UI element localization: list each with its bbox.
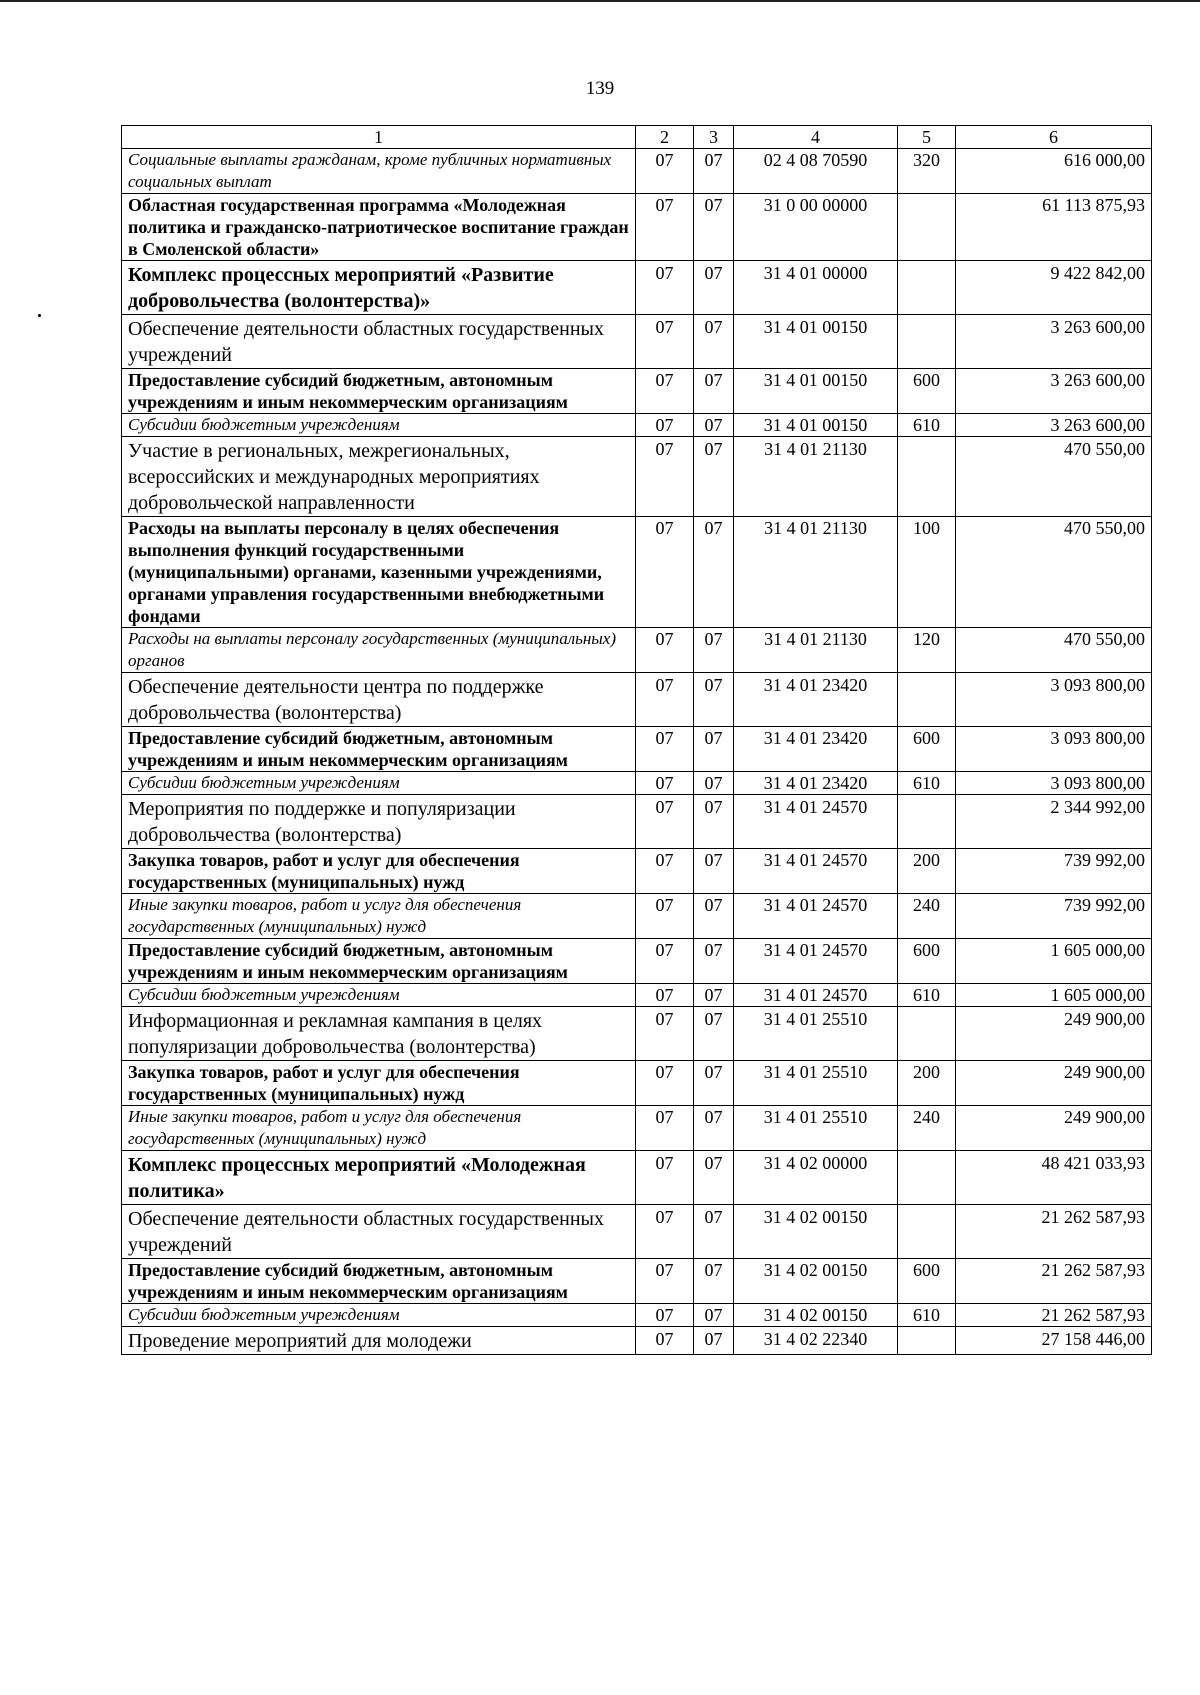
row-target-article: 31 4 02 00150	[734, 1304, 898, 1327]
row-name: Иные закупки товаров, работ и услуг для обеспечения государственных (муниципальных) нужд	[122, 894, 636, 939]
row-amount: 3 263 600,00	[956, 369, 1152, 414]
row-section: 07	[636, 194, 694, 261]
header-col-3: 3	[694, 126, 734, 149]
row-name: Предоставление субсидий бюджетным, автономным учреждениям и иным некоммерческим организациям	[122, 939, 636, 984]
row-amount: 249 900,00	[956, 1061, 1152, 1106]
row-expense-type	[898, 1151, 956, 1205]
row-name: Расходы на выплаты персоналу в целях обеспечения выполнения функций государственными (муниципальными) органами, казенными учреждениями, органами управления государственными внебюджетными фондами	[122, 517, 636, 628]
row-subsection: 07	[694, 673, 734, 727]
row-amount: 21 262 587,93	[956, 1259, 1152, 1304]
row-target-article: 31 4 02 00000	[734, 1151, 898, 1205]
row-amount: 470 550,00	[956, 437, 1152, 517]
row-target-article: 31 4 01 00000	[734, 261, 898, 315]
row-section: 07	[636, 1151, 694, 1205]
row-subsection: 07	[694, 369, 734, 414]
row-subsection: 07	[694, 1061, 734, 1106]
row-amount: 470 550,00	[956, 517, 1152, 628]
row-name: Предоставление субсидий бюджетным, автономным учреждениям и иным некоммерческим организациям	[122, 1259, 636, 1304]
row-expense-type	[898, 1007, 956, 1061]
row-target-article: 31 4 02 00150	[734, 1259, 898, 1304]
row-subsection: 07	[694, 194, 734, 261]
row-target-article: 31 4 01 21130	[734, 517, 898, 628]
row-section: 07	[636, 149, 694, 194]
row-section: 07	[636, 1259, 694, 1304]
row-subsection: 07	[694, 1304, 734, 1327]
row-name: Комплекс процессных мероприятий «Молодежная политика»	[122, 1151, 636, 1205]
row-amount: 3 093 800,00	[956, 772, 1152, 795]
row-expense-type: 600	[898, 727, 956, 772]
row-expense-type: 610	[898, 984, 956, 1007]
row-name: Обеспечение деятельности центра по поддержке добровольчества (волонтерства)	[122, 673, 636, 727]
row-name: Иные закупки товаров, работ и услуг для обеспечения государственных (муниципальных) нужд	[122, 1106, 636, 1151]
row-target-article: 31 4 01 24570	[734, 849, 898, 894]
row-expense-type	[898, 261, 956, 315]
row-section: 07	[636, 727, 694, 772]
table-row	[122, 1106, 1152, 1151]
table-body	[122, 149, 1152, 1355]
row-amount: 3 263 600,00	[956, 315, 1152, 369]
table-row	[122, 727, 1152, 772]
row-target-article: 02 4 08 70590	[734, 149, 898, 194]
row-name: Социальные выплаты гражданам, кроме публичных нормативных социальных выплат	[122, 149, 636, 194]
row-expense-type	[898, 795, 956, 849]
row-name: Субсидии бюджетным учреждениям	[122, 1304, 636, 1327]
row-target-article: 31 4 01 25510	[734, 1061, 898, 1106]
row-expense-type	[898, 315, 956, 369]
row-expense-type: 610	[898, 1304, 956, 1327]
row-target-article: 31 4 02 00150	[734, 1205, 898, 1259]
row-expense-type: 200	[898, 849, 956, 894]
row-target-article: 31 4 01 25510	[734, 1007, 898, 1061]
row-subsection: 07	[694, 1205, 734, 1259]
row-target-article: 31 4 01 21130	[734, 628, 898, 673]
table-row	[122, 772, 1152, 795]
table-row	[122, 795, 1152, 849]
page-top-border	[0, 0, 1200, 2]
row-amount: 616 000,00	[956, 149, 1152, 194]
row-subsection: 07	[694, 795, 734, 849]
row-subsection: 07	[694, 628, 734, 673]
row-target-article: 31 4 01 25510	[734, 1106, 898, 1151]
row-expense-type: 610	[898, 414, 956, 437]
row-subsection: 07	[694, 315, 734, 369]
row-name: Участие в региональных, межрегиональных, всероссийских и международных мероприятиях добровольческой направленности	[122, 437, 636, 517]
row-section: 07	[636, 894, 694, 939]
table-row	[122, 315, 1152, 369]
row-subsection: 07	[694, 984, 734, 1007]
row-target-article: 31 4 01 21130	[734, 437, 898, 517]
row-section: 07	[636, 795, 694, 849]
table-row	[122, 1259, 1152, 1304]
row-amount: 2 344 992,00	[956, 795, 1152, 849]
row-name: Закупка товаров, работ и услуг для обеспечения государственных (муниципальных) нужд	[122, 849, 636, 894]
table-row	[122, 149, 1152, 194]
row-expense-type	[898, 673, 956, 727]
table-row	[122, 1007, 1152, 1061]
row-amount: 21 262 587,93	[956, 1304, 1152, 1327]
margin-dot	[38, 314, 41, 317]
header-col-4: 4	[734, 126, 898, 149]
row-name: Предоставление субсидий бюджетным, автономным учреждениям и иным некоммерческим организациям	[122, 369, 636, 414]
row-name: Субсидии бюджетным учреждениям	[122, 984, 636, 1007]
row-expense-type	[898, 437, 956, 517]
table-row	[122, 849, 1152, 894]
row-expense-type: 600	[898, 369, 956, 414]
budget-table	[121, 125, 1152, 1355]
row-section: 07	[636, 1007, 694, 1061]
row-subsection: 07	[694, 849, 734, 894]
row-amount: 470 550,00	[956, 628, 1152, 673]
row-section: 07	[636, 1327, 694, 1355]
row-section: 07	[636, 984, 694, 1007]
table-header-row	[122, 126, 1152, 149]
row-section: 07	[636, 772, 694, 795]
row-section: 07	[636, 1061, 694, 1106]
table-row	[122, 628, 1152, 673]
row-subsection: 07	[694, 437, 734, 517]
table-row	[122, 939, 1152, 984]
row-section: 07	[636, 261, 694, 315]
header-col-5: 5	[898, 126, 956, 149]
table-row	[122, 673, 1152, 727]
row-section: 07	[636, 673, 694, 727]
row-section: 07	[636, 939, 694, 984]
table-row	[122, 517, 1152, 628]
row-subsection: 07	[694, 517, 734, 628]
row-target-article: 31 4 01 24570	[734, 939, 898, 984]
table-row	[122, 261, 1152, 315]
row-amount: 3 263 600,00	[956, 414, 1152, 437]
row-section: 07	[636, 437, 694, 517]
row-amount: 3 093 800,00	[956, 727, 1152, 772]
row-expense-type: 600	[898, 939, 956, 984]
row-amount: 249 900,00	[956, 1106, 1152, 1151]
table-row	[122, 194, 1152, 261]
row-target-article: 31 4 01 24570	[734, 795, 898, 849]
row-subsection: 07	[694, 1327, 734, 1355]
table-row	[122, 369, 1152, 414]
row-subsection: 07	[694, 772, 734, 795]
row-name: Областная государственная программа «Молодежная политика и гражданско-патриотическое воспитание граждан в Смоленской области»	[122, 194, 636, 261]
row-name: Субсидии бюджетным учреждениям	[122, 772, 636, 795]
row-name: Обеспечение деятельности областных государственных учреждений	[122, 1205, 636, 1259]
row-amount: 61 113 875,93	[956, 194, 1152, 261]
row-target-article: 31 4 01 00150	[734, 369, 898, 414]
row-target-article: 31 4 01 24570	[734, 894, 898, 939]
row-expense-type	[898, 194, 956, 261]
header-col-1: 1	[122, 126, 636, 149]
header-col-6: 6	[956, 126, 1152, 149]
row-amount: 3 093 800,00	[956, 673, 1152, 727]
row-target-article: 31 4 01 23420	[734, 772, 898, 795]
row-name: Информационная и рекламная кампания в целях популяризации добровольчества (волонтерства)	[122, 1007, 636, 1061]
row-target-article: 31 4 02 22340	[734, 1327, 898, 1355]
row-target-article: 31 4 01 24570	[734, 984, 898, 1007]
row-amount: 21 262 587,93	[956, 1205, 1152, 1259]
row-expense-type: 240	[898, 894, 956, 939]
row-subsection: 07	[694, 149, 734, 194]
row-section: 07	[636, 369, 694, 414]
row-name: Субсидии бюджетным учреждениям	[122, 414, 636, 437]
table-row	[122, 1327, 1152, 1355]
row-subsection: 07	[694, 1259, 734, 1304]
row-target-article: 31 4 01 23420	[734, 673, 898, 727]
row-name: Мероприятия по поддержке и популяризации добровольчества (волонтерства)	[122, 795, 636, 849]
row-name: Закупка товаров, работ и услуг для обеспечения государственных (муниципальных) нужд	[122, 1061, 636, 1106]
row-name: Предоставление субсидий бюджетным, автономным учреждениям и иным некоммерческим организациям	[122, 727, 636, 772]
row-name: Комплекс процессных мероприятий «Развитие добровольчества (волонтерства)»	[122, 261, 636, 315]
row-amount: 1 605 000,00	[956, 984, 1152, 1007]
row-section: 07	[636, 1205, 694, 1259]
row-target-article: 31 4 01 00150	[734, 414, 898, 437]
row-amount: 249 900,00	[956, 1007, 1152, 1061]
page-number: 139	[585, 78, 615, 99]
table-row	[122, 894, 1152, 939]
row-subsection: 07	[694, 1106, 734, 1151]
row-section: 07	[636, 1106, 694, 1151]
table-row	[122, 1205, 1152, 1259]
row-subsection: 07	[694, 414, 734, 437]
table-row	[122, 414, 1152, 437]
row-expense-type: 600	[898, 1259, 956, 1304]
row-expense-type	[898, 1327, 956, 1355]
row-subsection: 07	[694, 939, 734, 984]
row-section: 07	[636, 849, 694, 894]
row-subsection: 07	[694, 261, 734, 315]
row-target-article: 31 4 01 00150	[734, 315, 898, 369]
table-row	[122, 437, 1152, 517]
row-name: Обеспечение деятельности областных государственных учреждений	[122, 315, 636, 369]
row-subsection: 07	[694, 1007, 734, 1061]
table-row	[122, 984, 1152, 1007]
table-row	[122, 1304, 1152, 1327]
row-target-article: 31 4 01 23420	[734, 727, 898, 772]
row-amount: 27 158 446,00	[956, 1327, 1152, 1355]
row-subsection: 07	[694, 894, 734, 939]
row-section: 07	[636, 1304, 694, 1327]
row-section: 07	[636, 517, 694, 628]
row-subsection: 07	[694, 727, 734, 772]
row-amount: 48 421 033,93	[956, 1151, 1152, 1205]
row-expense-type: 320	[898, 149, 956, 194]
row-subsection: 07	[694, 1151, 734, 1205]
table-row	[122, 1151, 1152, 1205]
row-name: Проведение мероприятий для молодежи	[122, 1327, 636, 1355]
row-expense-type: 240	[898, 1106, 956, 1151]
row-expense-type	[898, 1205, 956, 1259]
row-expense-type: 200	[898, 1061, 956, 1106]
row-expense-type: 100	[898, 517, 956, 628]
row-amount: 9 422 842,00	[956, 261, 1152, 315]
row-name: Расходы на выплаты персоналу государственных (муниципальных) органов	[122, 628, 636, 673]
row-section: 07	[636, 628, 694, 673]
row-amount: 739 992,00	[956, 894, 1152, 939]
row-amount: 1 605 000,00	[956, 939, 1152, 984]
row-target-article: 31 0 00 00000	[734, 194, 898, 261]
row-expense-type: 120	[898, 628, 956, 673]
row-amount: 739 992,00	[956, 849, 1152, 894]
row-expense-type: 610	[898, 772, 956, 795]
row-section: 07	[636, 414, 694, 437]
table-row	[122, 1061, 1152, 1106]
header-col-2: 2	[636, 126, 694, 149]
row-section: 07	[636, 315, 694, 369]
